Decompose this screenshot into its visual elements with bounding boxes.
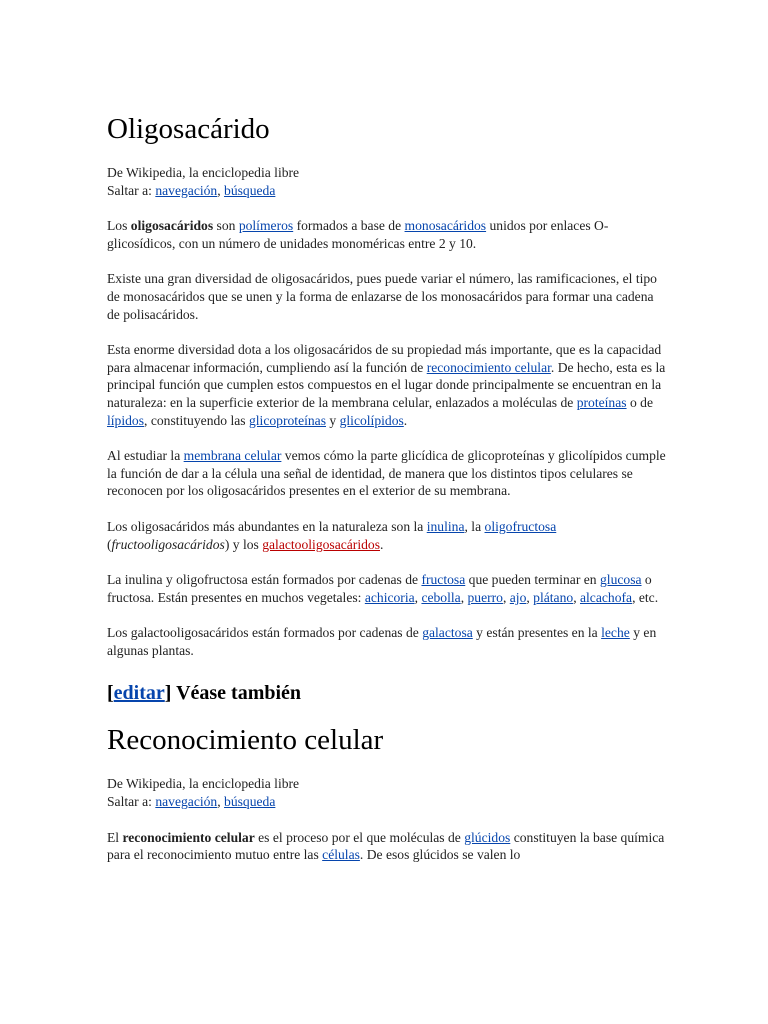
link-galactosa[interactable]: galactosa [422, 625, 473, 641]
link-glucidos[interactable]: glúcidos [464, 829, 511, 845]
link-puerro[interactable]: puerro [467, 589, 503, 605]
link-glucosa[interactable]: glucosa [600, 572, 642, 588]
jump-navigation-link[interactable]: navegación [155, 182, 218, 198]
paragraph-abundant: Los oligosacáridos más abundantes en la naturaleza son la inulina, la oligofructosa (fructooligosacáridos) y los galactooligosacáridos. [107, 518, 557, 552]
paragraph-reconocimiento: El reconocimiento celular es el proceso por el que moléculas de glúcidos constituyen la base química para el reconocimiento mutuo entre las células. De esos glúcidos se valen lo [107, 829, 665, 863]
paragraph-galacto: Los galactooligosacáridos están formados por cadenas de galactosa y están presentes en la leche y en algunas plantas. [107, 625, 657, 658]
site-sub-2 [107, 775, 667, 810]
document-page [107, 0, 667, 864]
paragraph-membrane: Al estudiar la membrana celular vemos cómo la parte glicídica de glicoproteínas y glicolípidos cumple la función de dar a la célula una señal de identidad, de manera que los distintos tipos celulares se reconocen por los oligosacáridos presentes en el exterior de su membrana. [107, 448, 666, 499]
from-text: De Wikipedia, la enciclopedia libre [107, 165, 300, 180]
jump-prefix-2: Saltar a: [107, 794, 156, 810]
link-galactooligosacaridos[interactable]: galactooligosacáridos [262, 536, 380, 552]
link-leche[interactable]: leche [601, 625, 630, 641]
link-platano[interactable]: plátano [533, 589, 574, 605]
link-fructosa[interactable]: fructosa [421, 572, 466, 588]
jump-prefix: Saltar a: [107, 182, 156, 198]
section-heading-vease-tambien: [editar] Véase también [107, 682, 302, 705]
jump-navigation-link-2[interactable]: navegación [155, 794, 218, 810]
site-sub [107, 164, 667, 199]
link-achicoria[interactable]: achicoria [364, 589, 415, 605]
link-lipidos[interactable]: lípidos [107, 412, 145, 428]
link-oligofructosa[interactable]: oligofructosa [484, 518, 557, 534]
link-glicoproteinas[interactable]: glicoproteínas [248, 412, 326, 428]
link-membrana-celular[interactable]: membrana celular [183, 448, 282, 464]
link-proteinas[interactable]: proteínas [576, 394, 627, 410]
link-alcachofa[interactable]: alcachofa [579, 589, 633, 605]
paragraph-diversity: Existe una gran diversidad de oligosacáridos, pues puede variar el número, las ramificaciones, el tipo de monosacáridos que se unen y la forma de enlazarse de los monosacáridos para formar una cadena de polisacáridos. [107, 271, 657, 322]
jump-search-link-2[interactable]: búsqueda [224, 794, 276, 810]
jump-separator: , [217, 182, 225, 198]
jump-search-link[interactable]: búsqueda [224, 182, 276, 198]
link-celulas[interactable]: células [322, 847, 360, 863]
link-polimeros[interactable]: polímeros [238, 218, 294, 234]
italic-term: fructooligosacáridos [111, 536, 225, 552]
link-ajo[interactable]: ajo [509, 589, 527, 605]
bold-term-2: reconocimiento celular [122, 829, 255, 845]
edit-section-link[interactable]: editar [113, 682, 165, 705]
bold-term: oligosacáridos [130, 218, 214, 234]
article-title: Oligosacárido [107, 113, 270, 145]
paragraph-intro: Los oligosacáridos son polímeros formados a base de monosacáridos unidos por enlaces O-glicosídicos, con un número de unidades monoméricas entre 2 y 10. [107, 218, 609, 251]
link-cebolla[interactable]: cebolla [421, 589, 461, 605]
link-monosacaridos[interactable]: monosacáridos [404, 218, 487, 234]
paragraph-inulina: La inulina y oligofructosa están formados por cadenas de fructosa que pueden terminar en glucosa o fructosa. Están presentes en muchos vegetales: achicoria, cebolla, puerro, ajo, plátano, alcachofa, etc. [107, 572, 659, 605]
article-title-2: Reconocimiento celular [107, 724, 384, 757]
link-glicolipidos[interactable]: glicolípidos [339, 412, 404, 428]
paragraph-function: Esta enorme diversidad dota a los oligosacáridos de su propiedad más importante, que es la capacidad para almacenar información, cumpliendo así la función de reconocimiento celular. De hecho, esta es la principal función que cumplen estos compuestos en el lugar donde principalmente se encuentran en la naturaleza: en la superficie exterior de la membrana celular, enlazados a moléculas de proteínas o de lípidos, constituyendo las glicoproteínas y glicolípidos. [107, 342, 666, 428]
link-reconocimiento-celular[interactable]: reconocimiento celular [426, 359, 551, 375]
link-inulina[interactable]: inulina [426, 518, 465, 534]
from-text-2: De Wikipedia, la enciclopedia libre [107, 776, 300, 792]
jump-separator-2: , [217, 794, 225, 810]
